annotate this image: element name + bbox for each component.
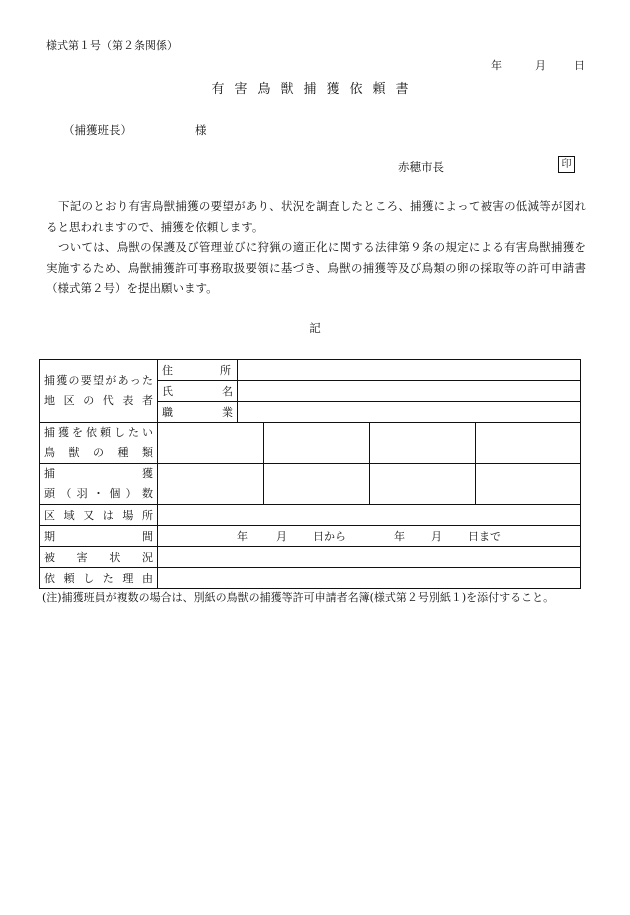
- species-field-2[interactable]: [264, 423, 370, 464]
- damage-label: 被害状況: [40, 547, 158, 568]
- address-label: 住所: [158, 360, 238, 381]
- species-field-3[interactable]: [370, 423, 476, 464]
- reason-field[interactable]: [158, 568, 581, 589]
- footnote: (注)捕獲班員が複数の場合は、別紙の鳥獣の捕獲等許可申請者名簿(様式第２号別紙１)を添付すること。: [42, 591, 555, 604]
- date-year: 年: [491, 59, 502, 72]
- date-month: 月: [535, 59, 546, 72]
- addressee: （捕獲班長）: [63, 123, 132, 137]
- species-label: 捕獲を依頼したい 鳥獣の種類: [40, 423, 158, 464]
- period-field[interactable]: [158, 526, 581, 547]
- species-field-1[interactable]: [158, 423, 264, 464]
- ki-heading: 記: [309, 321, 321, 335]
- document-title: 有害鳥獣捕獲依頼書: [211, 82, 419, 97]
- period-label: 期間: [40, 526, 158, 547]
- area-field[interactable]: [158, 505, 581, 526]
- representative-label: 捕獲の要望があった 地区の代表者: [40, 360, 158, 423]
- addressee-honorific: 様: [195, 123, 207, 137]
- count-field-4[interactable]: [476, 464, 581, 505]
- period-to-month: 月: [431, 530, 442, 543]
- period-from-day: 日から: [313, 530, 346, 543]
- body-paragraph-2: ついては、鳥獣の保護及び管理並びに狩猟の適正化に関する法律第９条の規定による有害鳥獣捕獲を実施するため、鳥獣捕獲許可事務取扱要領に基づき、鳥獣の捕獲等及び鳥類の卵の採取等の許可申請書（様式第２号）を提出願います。: [46, 240, 586, 295]
- address-field[interactable]: [238, 360, 581, 381]
- count-field-3[interactable]: [370, 464, 476, 505]
- damage-field[interactable]: [158, 547, 581, 568]
- period-from-year: 年: [237, 530, 248, 543]
- area-label: 区域又は場所: [40, 505, 158, 526]
- occupation-label: 職業: [158, 402, 238, 423]
- period-to-year: 年: [394, 530, 405, 543]
- reason-label: 依頼した理由: [40, 568, 158, 589]
- name-field[interactable]: [238, 381, 581, 402]
- occupation-field[interactable]: [238, 402, 581, 423]
- count-field-2[interactable]: [264, 464, 370, 505]
- period-to-day: 日まで: [468, 530, 501, 543]
- form-number: 様式第１号（第２条関係）: [46, 39, 178, 52]
- species-field-4[interactable]: [476, 423, 581, 464]
- count-field-1[interactable]: [158, 464, 264, 505]
- date-day: 日: [574, 59, 585, 72]
- name-label: 氏名: [158, 381, 238, 402]
- count-label: 捕獲 頭（羽・個）数: [40, 464, 158, 505]
- period-from-month: 月: [276, 530, 287, 543]
- seal-mark: 印: [558, 156, 575, 173]
- body-paragraph-1: 下記のとおり有害鳥獣捕獲の要望があり、状況を調査したところ、捕獲によって被害の低減等が図れると思われますので、捕獲を依頼します。: [46, 199, 586, 234]
- request-table: [39, 359, 581, 589]
- issuer: 赤穂市長: [398, 160, 444, 174]
